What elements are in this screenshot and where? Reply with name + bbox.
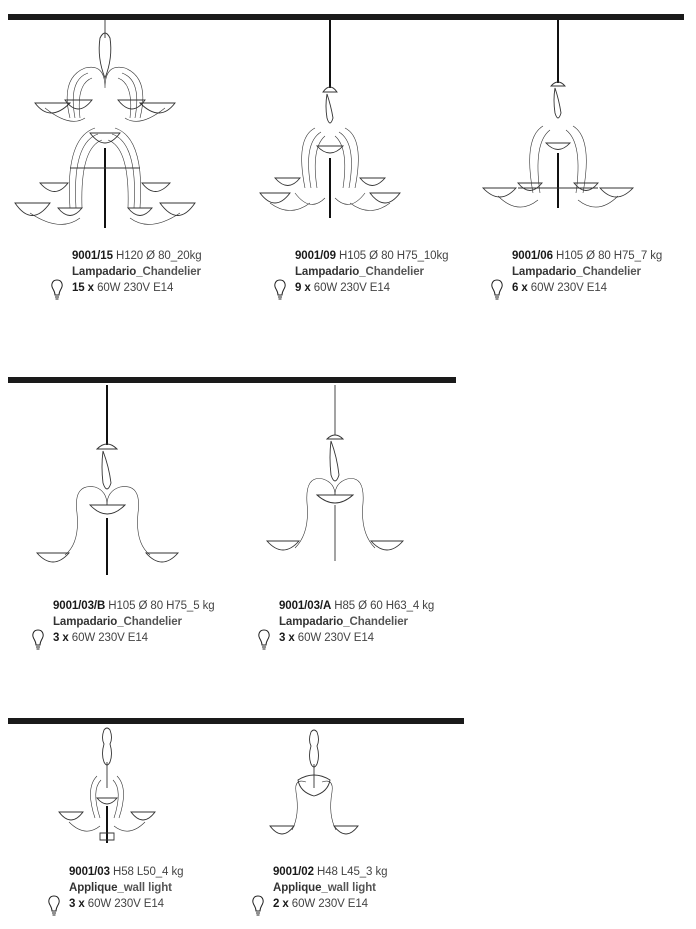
wall-light-9001-03-drawing [55, 728, 160, 858]
product-type-en: wall light [123, 882, 172, 894]
type-separator: _ [136, 266, 143, 278]
bulb-icon [490, 279, 504, 301]
product-type-en: Chandelier [123, 616, 182, 628]
bulb-spec: 60W 230V E14 [297, 632, 374, 644]
caption-9001-03 [69, 864, 183, 912]
product-code: 9001/03/B [53, 600, 106, 612]
bulb-spec: 60W 230V E14 [97, 282, 174, 294]
bulb-spec: 60W 230V E14 [291, 898, 368, 910]
product-type-en: Chandelier [142, 266, 201, 278]
caption-9001-03-a [279, 598, 434, 646]
product-code: 9001/02 [273, 866, 314, 878]
caption-9001-15 [72, 248, 202, 296]
chandelier-9001-06-drawing [478, 18, 638, 218]
bulb-icon [257, 629, 271, 651]
product-type-it: Lampadario [53, 616, 118, 628]
product-type-en: Chandelier [349, 616, 408, 628]
product-code: 9001/06 [512, 250, 553, 262]
product-type-it: Applique [273, 882, 322, 894]
product-dimensions: H105 Ø 80 H75_5 kg [108, 600, 215, 612]
type-separator: _ [343, 616, 350, 628]
type-separator: _ [117, 616, 124, 628]
product-type-it: Lampadario [295, 266, 360, 278]
product-type-it: Lampadario [512, 266, 577, 278]
product-code: 9001/15 [72, 250, 113, 262]
bulb-quantity: 3 x [279, 632, 295, 644]
product-dimensions: H48 L45_3 kg [316, 866, 388, 878]
bulb-quantity: 15 x [72, 282, 94, 294]
caption-9001-03-b [53, 598, 215, 646]
bulb-spec: 60W 230V E14 [313, 282, 390, 294]
type-separator: _ [576, 266, 583, 278]
chandelier-9001-03-b-drawing [35, 383, 180, 578]
chandelier-9001-03-a-drawing [265, 383, 405, 568]
type-separator: _ [117, 882, 124, 894]
product-dimensions: H85 Ø 60 H63_4 kg [334, 600, 435, 612]
product-dimensions: H105 Ø 80 H75_7 kg [555, 250, 663, 262]
bulb-icon [31, 629, 45, 651]
product-code: 9001/03/A [279, 600, 332, 612]
bulb-icon [50, 279, 64, 301]
product-code: 9001/03 [69, 866, 110, 878]
product-type-it: Lampadario [72, 266, 137, 278]
product-dimensions: H58 L50_4 kg [112, 866, 184, 878]
product-type-en: Chandelier [365, 266, 424, 278]
bulb-quantity: 2 x [273, 898, 289, 910]
bulb-icon [47, 895, 61, 917]
product-dimensions: H105 Ø 80 H75_10kg [338, 250, 449, 262]
caption-9001-06 [512, 248, 662, 296]
bulb-spec: 60W 230V E14 [87, 898, 164, 910]
type-separator: _ [321, 882, 328, 894]
chandelier-9001-09-drawing [255, 18, 405, 228]
product-type-it: Lampadario [279, 616, 344, 628]
bulb-spec: 60W 230V E14 [71, 632, 148, 644]
bulb-icon [251, 895, 265, 917]
product-type-it: Applique [69, 882, 118, 894]
wall-rail-bottom [8, 718, 464, 724]
wall-light-9001-02-drawing [268, 730, 360, 855]
chandelier-9001-15-drawing [10, 18, 200, 238]
product-type-en: wall light [327, 882, 376, 894]
bulb-quantity: 3 x [53, 632, 69, 644]
product-dimensions: H120 Ø 80_20kg [115, 250, 202, 262]
caption-9001-02 [273, 864, 387, 912]
product-code: 9001/09 [295, 250, 336, 262]
bulb-quantity: 9 x [295, 282, 311, 294]
caption-9001-09 [295, 248, 448, 296]
type-separator: _ [359, 266, 366, 278]
product-type-en: Chandelier [582, 266, 641, 278]
bulb-icon [273, 279, 287, 301]
bulb-quantity: 3 x [69, 898, 85, 910]
bulb-quantity: 6 x [512, 282, 528, 294]
bulb-spec: 60W 230V E14 [530, 282, 607, 294]
